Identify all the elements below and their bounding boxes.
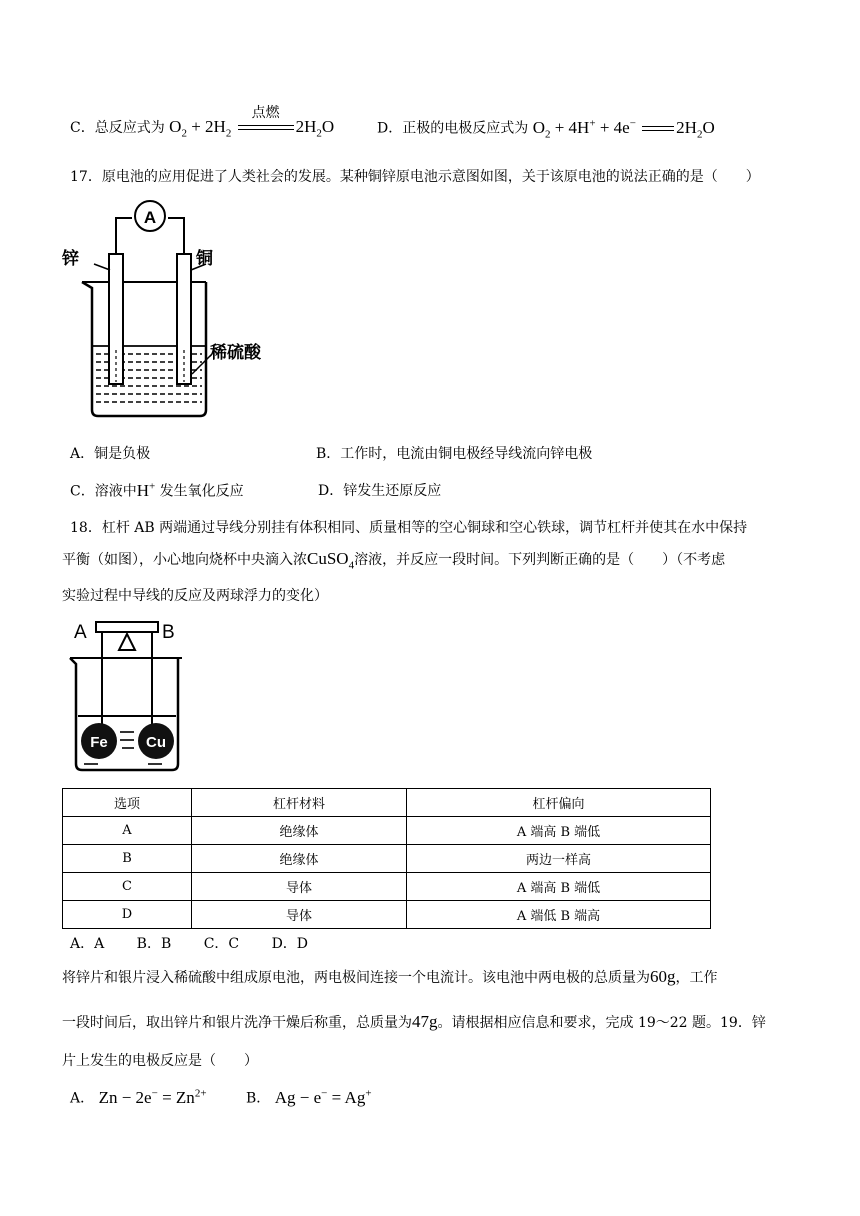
table-cell: A 端高 B 端低 bbox=[407, 817, 711, 845]
q18-answer-options: A．A B．B C．C D．D bbox=[70, 936, 309, 952]
q17-option-c-suffix: 发生氧化反应 bbox=[159, 483, 244, 500]
q17-stem: 17．原电池的应用促进了人类社会的发展。某种铜锌原电池示意图如图，关于该原电池的说法正确的是（ ） bbox=[70, 169, 760, 185]
table-cell: 导体 bbox=[192, 873, 407, 901]
q17-option-c bbox=[70, 480, 244, 501]
q16-option-c-equation: $O_2 + 2H_2$ 点燃 $2H_2O$ bbox=[169, 117, 334, 136]
table-header: 选项 bbox=[63, 789, 192, 817]
q18-lever-figure bbox=[62, 618, 192, 778]
q18-stem-line1: 18．杠杆 AB 两端通过导线分别挂有体积相同、质量相等的空心铜球和空心铁球，调节杠杆并使其在水中保持 bbox=[70, 520, 748, 536]
lever-end-a: A bbox=[74, 622, 87, 643]
q18-stem-line2 bbox=[62, 549, 725, 571]
sulfuric-acid-label: 稀硫酸 bbox=[210, 343, 261, 363]
table-row bbox=[63, 817, 711, 845]
q18-options-table bbox=[62, 788, 711, 929]
q16-option-d bbox=[377, 117, 715, 140]
q19-option-b-equation: Ag − e− = Ag+ bbox=[274, 1087, 372, 1107]
fulcrum-icon bbox=[119, 634, 135, 650]
shared-stem-line2-a: 一段时间后，取出锌片和银片洗净干燥后称重，总质量为 bbox=[62, 1015, 412, 1031]
shared-stem-line1-a: 将锌片和银片浸入稀硫酸中组成原电池，两电极间连接一个电流计。该电池中两电极的总质量为 bbox=[62, 970, 650, 986]
table-cell: A bbox=[63, 817, 192, 845]
reaction-condition: 点燃 bbox=[251, 106, 280, 122]
q18-stem-line3: 实验过程中导线的反应及两球浮力的变化） bbox=[62, 588, 328, 604]
shared-stem-line3: 片上发生的电极反应是（ ） bbox=[62, 1053, 258, 1069]
hydrogen-ion-formula: H+ bbox=[136, 480, 156, 500]
q19-option-a bbox=[70, 1087, 207, 1108]
table-header: 杠杆材料 bbox=[192, 789, 407, 817]
table-cell: C bbox=[63, 873, 192, 901]
table-cell: B bbox=[63, 845, 192, 873]
q16-option-c-prefix: C．总反应式为 bbox=[70, 120, 165, 136]
ammeter-label: A bbox=[143, 208, 157, 227]
lever-end-b: B bbox=[162, 622, 175, 643]
q16-option-d-equation: $O_2 + 4H^+ + 4e^-$ $2H_2O$ bbox=[532, 117, 715, 141]
q17-option-c-prefix: C．溶液中 bbox=[70, 483, 137, 500]
table-cell: 绝缘体 bbox=[192, 845, 407, 873]
table-cell: 导体 bbox=[192, 901, 407, 929]
lever-bar bbox=[96, 622, 158, 632]
table-row bbox=[63, 901, 711, 929]
table-cell: 绝缘体 bbox=[192, 817, 407, 845]
copper-sulfate-formula: CuSO$_4$ bbox=[307, 549, 355, 572]
table-row bbox=[63, 845, 711, 873]
q18-stem-line2-a: 平衡（如图），小心地向烧杯中央滴入浓 bbox=[62, 552, 307, 568]
q16-option-d-prefix: D．正极的电极反应式为 bbox=[377, 120, 529, 137]
table-row bbox=[63, 873, 711, 901]
q17-option-d: D．锌发生还原反应 bbox=[318, 483, 442, 499]
q19-option-a-equation: $Zn - 2e^- = Zn^{2+}$ bbox=[98, 1087, 207, 1107]
reaction-arrow-icon bbox=[236, 106, 296, 134]
shared-stem-line1 bbox=[62, 967, 718, 987]
mass-value-1: 60g bbox=[650, 967, 676, 986]
iron-ball-label: Fe bbox=[90, 734, 108, 751]
q16-option-c bbox=[70, 106, 335, 140]
mass-value-2: 47g bbox=[412, 1012, 438, 1031]
q19-option-a-prefix: A． bbox=[70, 1090, 95, 1107]
copper-label: 铜 bbox=[196, 249, 213, 269]
table-header-row bbox=[63, 789, 711, 817]
shared-stem-line1-b: ，工作 bbox=[675, 970, 718, 986]
shared-stem-line2-b: 。请根据相应信息和要求，完成 19～22 题。19．锌 bbox=[437, 1015, 766, 1031]
copper-ball-label: Cu bbox=[146, 734, 166, 751]
q19-option-b bbox=[246, 1087, 372, 1108]
q17-cell-figure bbox=[60, 192, 290, 422]
table-cell: A 端高 B 端低 bbox=[407, 873, 711, 901]
q19-option-b-prefix: B． bbox=[246, 1090, 271, 1107]
shared-stem-line2 bbox=[62, 1012, 766, 1032]
q17-option-a: A．铜是负极 bbox=[70, 446, 151, 462]
q17-option-b: B．工作时，电流由铜电极经导线流向锌电极 bbox=[316, 446, 593, 462]
table-cell: 两边一样高 bbox=[407, 845, 711, 873]
table-header: 杠杆偏向 bbox=[407, 789, 711, 817]
table-cell: A 端低 B 端高 bbox=[407, 901, 711, 929]
equals-icon bbox=[640, 123, 676, 135]
zinc-label: 锌 bbox=[62, 249, 79, 269]
q18-stem-line2-b: 溶液，并反应一段时间。下列判断正确的是（ ）（不考虑 bbox=[354, 552, 726, 568]
table-cell: D bbox=[63, 901, 192, 929]
